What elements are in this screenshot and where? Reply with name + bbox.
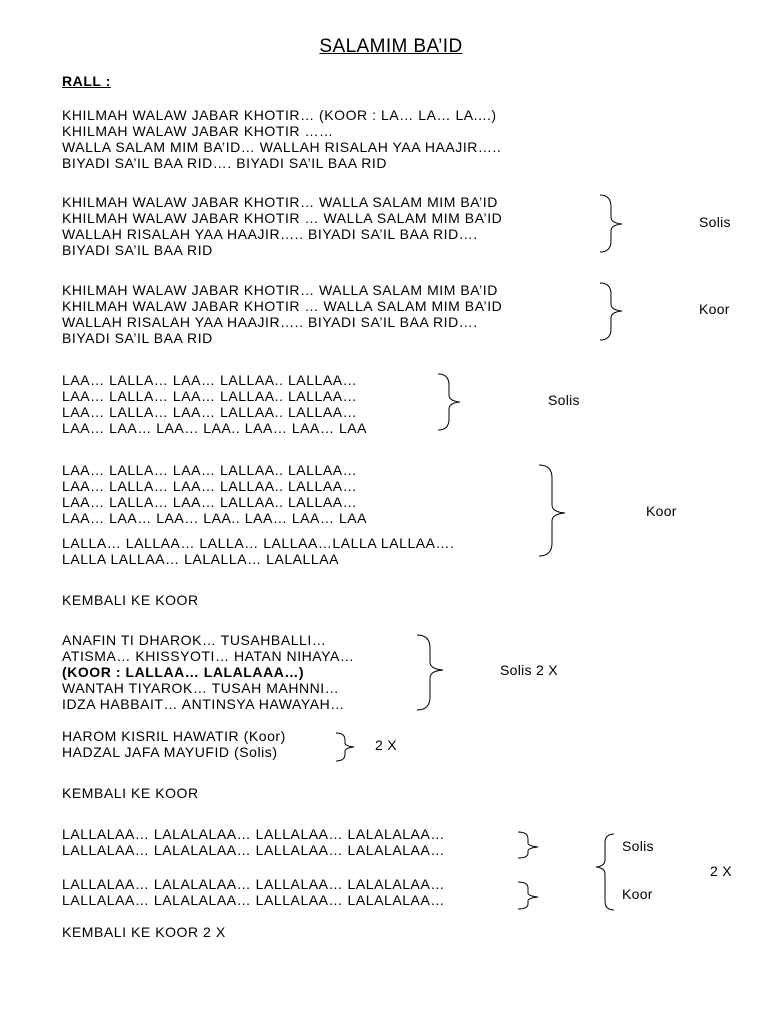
repeat-2x-label: 2 X <box>710 863 732 879</box>
lyric-line: LALLA… LALLAA… LALLA… LALLAA…LALLA LALLAA…. <box>62 535 455 551</box>
lyric-line: KHILMAH WALAW JABAR KHOTIR … WALLA SALAM MIM BA’ID <box>62 210 503 226</box>
lyric-line: KHILMAH WALAW JABAR KHOTIR… WALLA SALAM MIM BA’ID <box>62 282 498 298</box>
lyric-line: LAA… LALLA… LAA… LALLAA.. LALLAA… <box>62 478 358 494</box>
solis-label: Solis <box>548 392 580 408</box>
brace-verse-koor <box>600 283 622 340</box>
brace-verse-solis <box>600 195 622 252</box>
brace-final-2x <box>596 834 614 910</box>
lyric-line: LAA… LAA… LAA… LAA.. LAA… LAA… LAA <box>62 510 368 526</box>
brace-la-solis <box>438 374 460 430</box>
rall-heading: RALL : <box>62 73 111 89</box>
koor-cue-line: (KOOR : LALLAA… LALALAAA…) <box>62 664 305 680</box>
brace-harom <box>336 733 354 761</box>
song-title: SALAMIM BA’ID <box>319 36 463 57</box>
lyric-line: LALLALAA… LALALALAA… LALLALAA… LALALALAA… <box>62 826 445 842</box>
lyric-line: ATISMA… KHISSYOTI… HATAN NIHAYA… <box>62 648 355 664</box>
kembali-ke-koor: KEMBALI KE KOOR <box>62 785 199 801</box>
lyric-line: LALLA LALLAA… LALALLA… LALALLAA <box>62 551 340 567</box>
lyric-line: LAA… LAA… LAA… LAA.. LAA… LAA… LAA <box>62 420 368 436</box>
solis-2x-label: Solis 2 X <box>500 662 558 678</box>
lyric-line: LALLALAA… LALALALAA… LALLALAA… LALALALAA… <box>62 876 445 892</box>
koor-label: Koor <box>622 886 653 902</box>
lyric-line: KHILMAH WALAW JABAR KHOTIR …… <box>62 123 334 139</box>
lyric-line: LAA… LALLA… LAA… LALLAA.. LALLAA… <box>62 372 358 388</box>
lyric-line: KHILMAH WALAW JABAR KHOTIR… (KOOR : LA… LA… LA....) <box>62 107 497 123</box>
brace-final-koor <box>518 882 538 909</box>
lyric-line: LAA… LALLA… LAA… LALLAA.. LALLAA… <box>62 494 358 510</box>
brace-la-koor <box>539 465 565 556</box>
lyric-line: BIYADI SA’IL BAA RID <box>62 330 213 346</box>
koor-label: Koor <box>699 301 730 317</box>
lyric-line: LALLALAA… LALALALAA… LALLALAA… LALALALAA… <box>62 842 445 858</box>
solis-label: Solis <box>622 838 654 854</box>
lyric-line: WALLAH RISALAH YAA HAAJIR….. BIYADI SA’IL BAA RID…. <box>62 226 478 242</box>
lyric-line: ANAFIN TI DHAROK… TUSAHBALLI… <box>62 632 327 648</box>
brace-anafin <box>417 635 443 710</box>
lyric-line: BIYADI SA’IL BAA RID <box>62 242 213 258</box>
lyric-line: HAROM KISRIL HAWATIR (Koor) <box>62 728 286 744</box>
lyric-line: HADZAL JAFA MAYUFID (Solis) <box>62 744 278 760</box>
brace-final-solis <box>518 832 538 858</box>
solis-label: Solis <box>699 214 731 230</box>
repeat-2x-label: 2 X <box>375 737 397 753</box>
lyric-line: KHILMAH WALAW JABAR KHOTIR … WALLA SALAM MIM BA’ID <box>62 298 503 314</box>
lyric-line: KHILMAH WALAW JABAR KHOTIR… WALLA SALAM MIM BA’ID <box>62 194 498 210</box>
lyric-line: WALLAH RISALAH YAA HAAJIR….. BIYADI SA’IL BAA RID…. <box>62 314 478 330</box>
koor-label: Koor <box>646 503 677 519</box>
lyric-line: IDZA HABBAIT… ANTINSYA HAWAYAH… <box>62 696 345 712</box>
kembali-ke-koor: KEMBALI KE KOOR <box>62 592 199 608</box>
lyric-line: WANTAH TIYAROK… TUSAH MAHNNI… <box>62 680 340 696</box>
lyric-line: LALLALAA… LALALALAA… LALLALAA… LALALALAA… <box>62 892 445 908</box>
lyric-line: WALLA SALAM MIM BA’ID… WALLAH RISALAH YAA HAAJIR….. <box>62 139 502 155</box>
lyric-line: LAA… LALLA… LAA… LALLAA.. LALLAA… <box>62 388 358 404</box>
lyric-line: LAA… LALLA… LAA… LALLAA.. LALLAA… <box>62 404 358 420</box>
kembali-ke-koor-2x: KEMBALI KE KOOR 2 X <box>62 924 226 940</box>
lyric-line: BIYADI SA’IL BAA RID…. BIYADI SA’IL BAA RID <box>62 155 388 171</box>
lyric-line: LAA… LALLA… LAA… LALLAA.. LALLAA… <box>62 462 358 478</box>
